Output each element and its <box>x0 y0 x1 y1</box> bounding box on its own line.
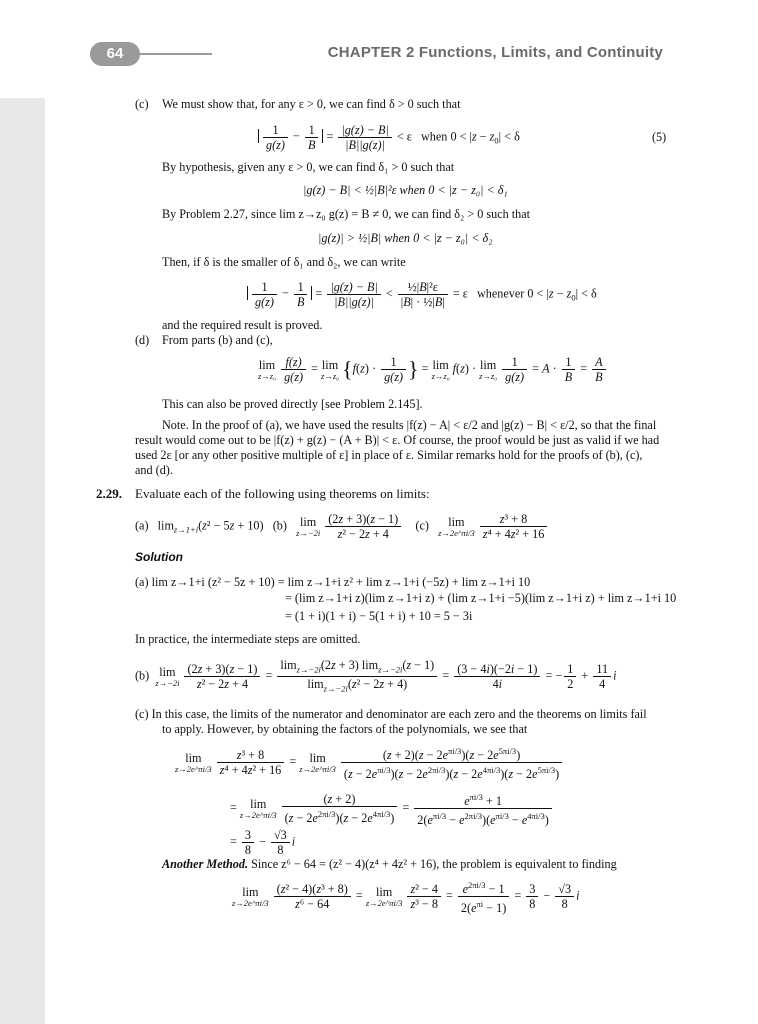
part-a-line-1: (a) lim z→1+i (z² − 5z + 10) = lim z→1+i z² + lim z→1+i (−5z) + lim z→1+i 10 <box>135 575 531 589</box>
another-method <box>162 857 617 871</box>
part-d-equation: lim z→z₀ $\frac{f(z)}{g(z)}$ = lim z→z₀ {f(z) · $\frac{1}{g(z)}$ } = lim z→z₀ f(z) · lim z→z₀ $\frac{1}{g(z)}$ = A · $\frac{1}{B}$ = $\frac{A}{B}$ <box>258 355 608 384</box>
note-line-4: and (d). <box>135 463 173 477</box>
proved-text: and the required result is proved. <box>162 318 323 332</box>
problem-parts: (a) $\lim_{z\to 1+i}(z^2 - 5z + 10)$ (b) lim z→−2i $\frac{(2z + 3)(z - 1)}{\text{z² − 2z + 4}}$ (c) lim z→2e^πi/3 $\frac{\text{z³ + 8}}{\text{z⁴ + 4z² + 16}}$ <box>135 512 549 541</box>
another-method-label: Another Method. <box>162 857 249 871</box>
practice-text: In practice, the intermediate steps are omitted. <box>135 632 361 646</box>
problem-title: Evaluate each of the following using theorems on limits: <box>135 486 430 501</box>
page-number: 64 <box>90 42 140 66</box>
part-a-line-2: = (lim z→1+i z)(lim z→1+i z) + (lim z→1+i −5)(lim z→1+i z) + lim z→1+i 10 <box>285 591 677 605</box>
problem-227-text: By Problem 2.27, since lim z→z₀ g(z) = B ≠ 0, we can find δ₂ > 0 such that <box>162 207 531 221</box>
then-text: Then, if δ is the smaller of δ₁ and δ₂, we can write <box>162 255 406 269</box>
note-line-1: Note. In the proof of (a), we have used the results |f(z) − A| < ε/2 and |g(z) − B| < ε/2, so that the final <box>162 418 657 432</box>
note-line-2: result would come out to be |f(z) + g(z) − (A + B)| < ε. Of course, the proof would be just as valid if we had <box>135 433 660 447</box>
another-method-text: Since z⁶ − 64 = (z² − 4)(z⁴ + 4z² + 16), the problem is equivalent to finding <box>251 857 617 871</box>
chapter-heading: CHAPTER 2 Functions, Limits, and Continuity <box>327 44 663 61</box>
note-line-3: used 2ε [or any other positive multiple of ε] in place of ε. Similar remarks hold for the proofs of (b), (c), <box>135 448 643 462</box>
page-margin-bar <box>0 98 45 1024</box>
part-a-line-3: = (1 + i)(1 + i) − 5(1 + i) + 10 = 5 − 3i <box>285 609 473 623</box>
part-b-equation: (b) lim z→−2i $\frac{(2z + 3)(z - 1)}{\text{z² − 2z + 4}}$ = $\frac{\lim_{z\to-2i}(2z + 3) \lim_{z\to-2i}(z - 1)}{\lim_{z\to-2i}(z^2 - 2z + 4)}$ = $\frac{(3 - 4i)(-2i - 1)}{4i}$ = − $\frac{1}{2}$ + $\frac{11}{4}$ i <box>135 658 617 694</box>
part-c-text-1: (c) In this case, the limits of the numerator and denominator are each zero and the theorems on limits fail <box>135 707 647 721</box>
part-d-intro: From parts (b) and (c), <box>162 333 273 347</box>
another-method-equation: lim z→2e^πi/3 $\frac{\text{(z² − 4)(z³ + 8)}}{\text{z⁶ − 64}}$ = lim z→2e^πi/3 $\frac{\text{z² − 4}}{\text{z³ − 8}}$ = $\frac{e^{2\pi i/3} - 1}{2(e^{\pi i} - 1)}$ = $\frac{3}{8}$ − $\frac{√3}{8}$ i <box>232 880 580 916</box>
smaller-delta-equation: $\frac{1}{g(z)}$ − $\frac{1}{B}$ = $\frac{|g(z) - B|}{|B||g(z)|}$ < $\frac{\text{½|B|²ε}}{\text{|B| · ½|B|}}$ = ε whenever $0 < |z - z_0| < \delta$ <box>247 280 597 309</box>
part-c-text-2: to apply. However, by obtaining the factors of the polynomials, we see that <box>162 722 528 736</box>
hypothesis-equation: |g(z) − B| < ½|B|²ε when 0 < |z − z₀| < δ₁ <box>303 183 508 197</box>
part-d-label: (d) <box>135 333 150 347</box>
part-c-result: = $\frac{3}{8}$ − $\frac{√3}{8}$ i <box>230 828 296 857</box>
equation-5: $\frac{1}{g(z)}$ − $\frac{1}{B}$ = $\frac{|g(z) - B|}{|B||g(z)|}$ < ε when $0 < |z - z_0| < \delta$ <box>258 123 520 152</box>
solution-label: Solution <box>135 550 183 564</box>
direct-proof-text: This can also be proved directly [see Problem 2.145]. <box>162 397 423 411</box>
header-rule <box>140 53 212 55</box>
problem-227-equation: |g(z)| > ½|B| when 0 < |z − z₀| < δ₂ <box>318 231 493 245</box>
hypothesis-text: By hypothesis, given any ε > 0, we can find δ₁ > 0 such that <box>162 160 455 174</box>
part-c-label: (c) <box>135 97 149 111</box>
part-c-intro: We must show that, for any ε > 0, we can find δ > 0 such that <box>162 97 461 111</box>
equation-5-tag: (5) <box>652 130 667 144</box>
part-c-equation-1: lim z→2e^πi/3 $\frac{\text{z³ + 8}}{\text{z⁴ + 4z² + 16}}$ = lim z→2e^πi/3 $\frac{(z + 2)(z - 2e^{\pi i/3})(z - 2e^{5\pi i/3})}{(z - 2e^{\pi i/3})(z - 2e^{2\pi i/3})(z - 2e^{4\pi i/3})(z - 2e^{5\pi i/3})}$ <box>175 744 564 781</box>
part-c-equation-2: = lim z→2e^πi/3 $\frac{(z + 2)}{(z - 2e^{2\pi i/3})(z - 2e^{4\pi i/3})}$ = $\frac{e^{\pi i/3} + 1}{2(e^{\pi i/3} - e^{2\pi i/3})(e^{\pi i/3} - e^{4\pi i/3})}$ <box>230 790 554 827</box>
problem-number: 2.29. <box>96 486 122 501</box>
